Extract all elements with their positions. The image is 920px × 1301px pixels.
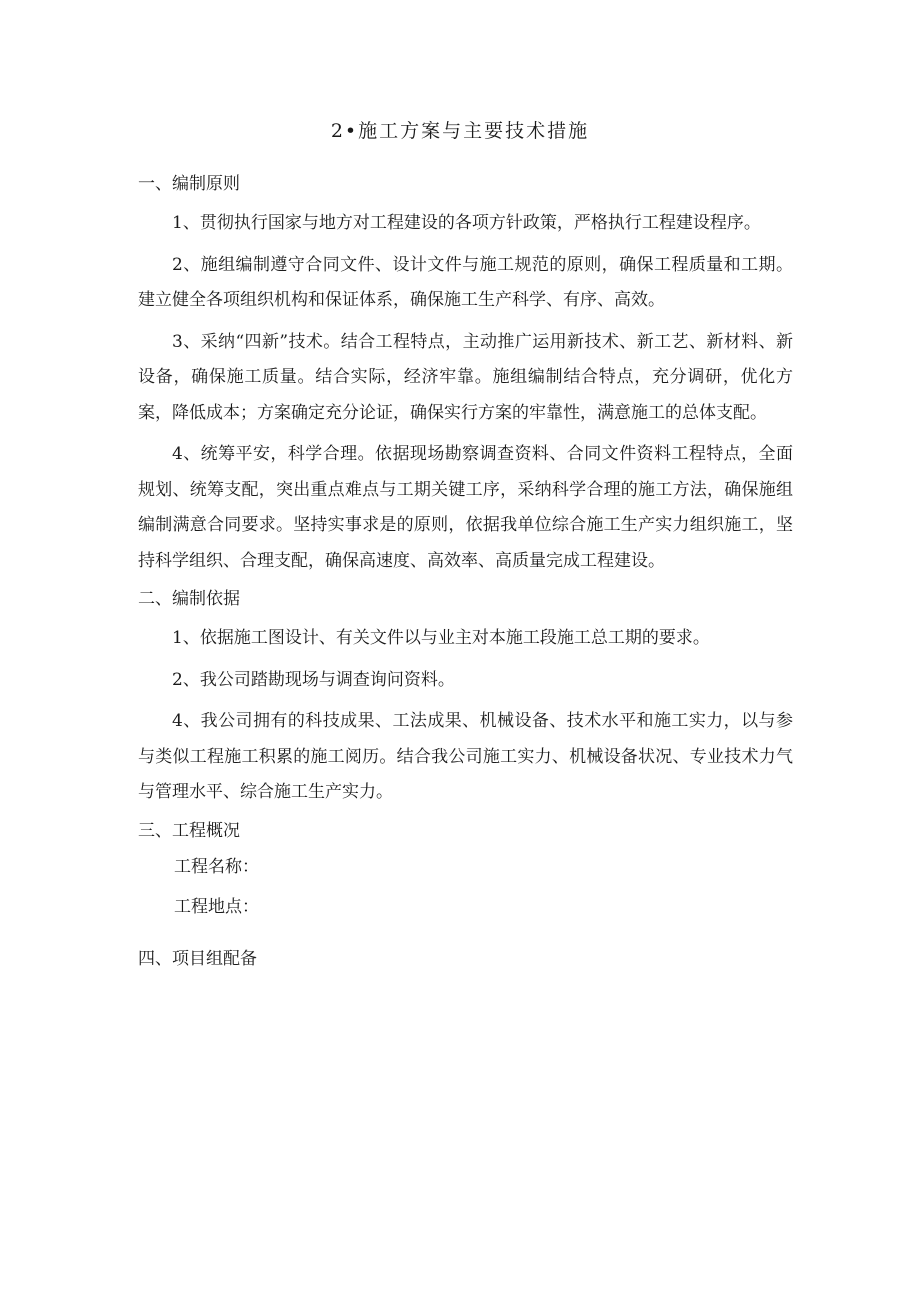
paragraph: 4、统筹平安，科学合理。依据现场勘察调查资料、合同文件资料工程特点，全面规划、统筹支配，突出重点难点与工期关键工序，采纳科学合理的施工方法，确保施组编制满意合同要求。坚持实事求是的原则，依据我单位综合施工生产实力组织施工，坚持科学组织、合理支配，确保高速度、高效率、高质量完成工程建设。 (138, 444, 793, 571)
paragraph: 3、采纳“四新”技术。结合工程特点，主动推广运用新技术、新工艺、新材料、新设备，确保施工质量。结合实际，经济牢靠。施组编制结合特点，充分调研，优化方案，降低成本；方案确定充分论证，确保实行方案的牢靠性，满意施工的总体支配。 (138, 331, 793, 423)
paragraph: 1、贯彻执行国家与地方对工程建设的各项方针政策，严格执行工程建设程序。 (172, 213, 761, 233)
project-location-field: 工程地点： (174, 896, 259, 917)
section-heading-team: 四、项目组配备 (138, 948, 257, 969)
paragraph: 2、施组编制遵守合同文件、设计文件与施工规范的原则，确保工程质量和工期。建立健全各项组织机构和保证体系，确保施工生产科学、有序、高效。 (138, 254, 793, 310)
paragraph: 2、我公司踏勘现场与调查询问资料。 (172, 669, 455, 690)
paragraph: 1、依据施工图设计、有关文件以与业主对本施工段施工总工期的要求。 (172, 628, 710, 648)
document-title: 2•施工方案与主要技术措施 (330, 120, 590, 142)
section-heading-principles: 一、编制原则 (138, 174, 240, 194)
project-name-field: 工程名称： (174, 856, 259, 877)
document-body (138, 170, 793, 981)
section-heading-basis: 二、编制依据 (138, 589, 240, 609)
paragraph: 4、我公司拥有的科技成果、工法成果、机械设备、技术水平和施工实力，以与参与类似工程施工积累的施工阅历。结合我公司施工实力、机械设备状况、专业技术力气与管理水平、综合施工生产实力。 (138, 711, 793, 802)
section-heading-overview: 三、工程概况 (138, 820, 240, 841)
